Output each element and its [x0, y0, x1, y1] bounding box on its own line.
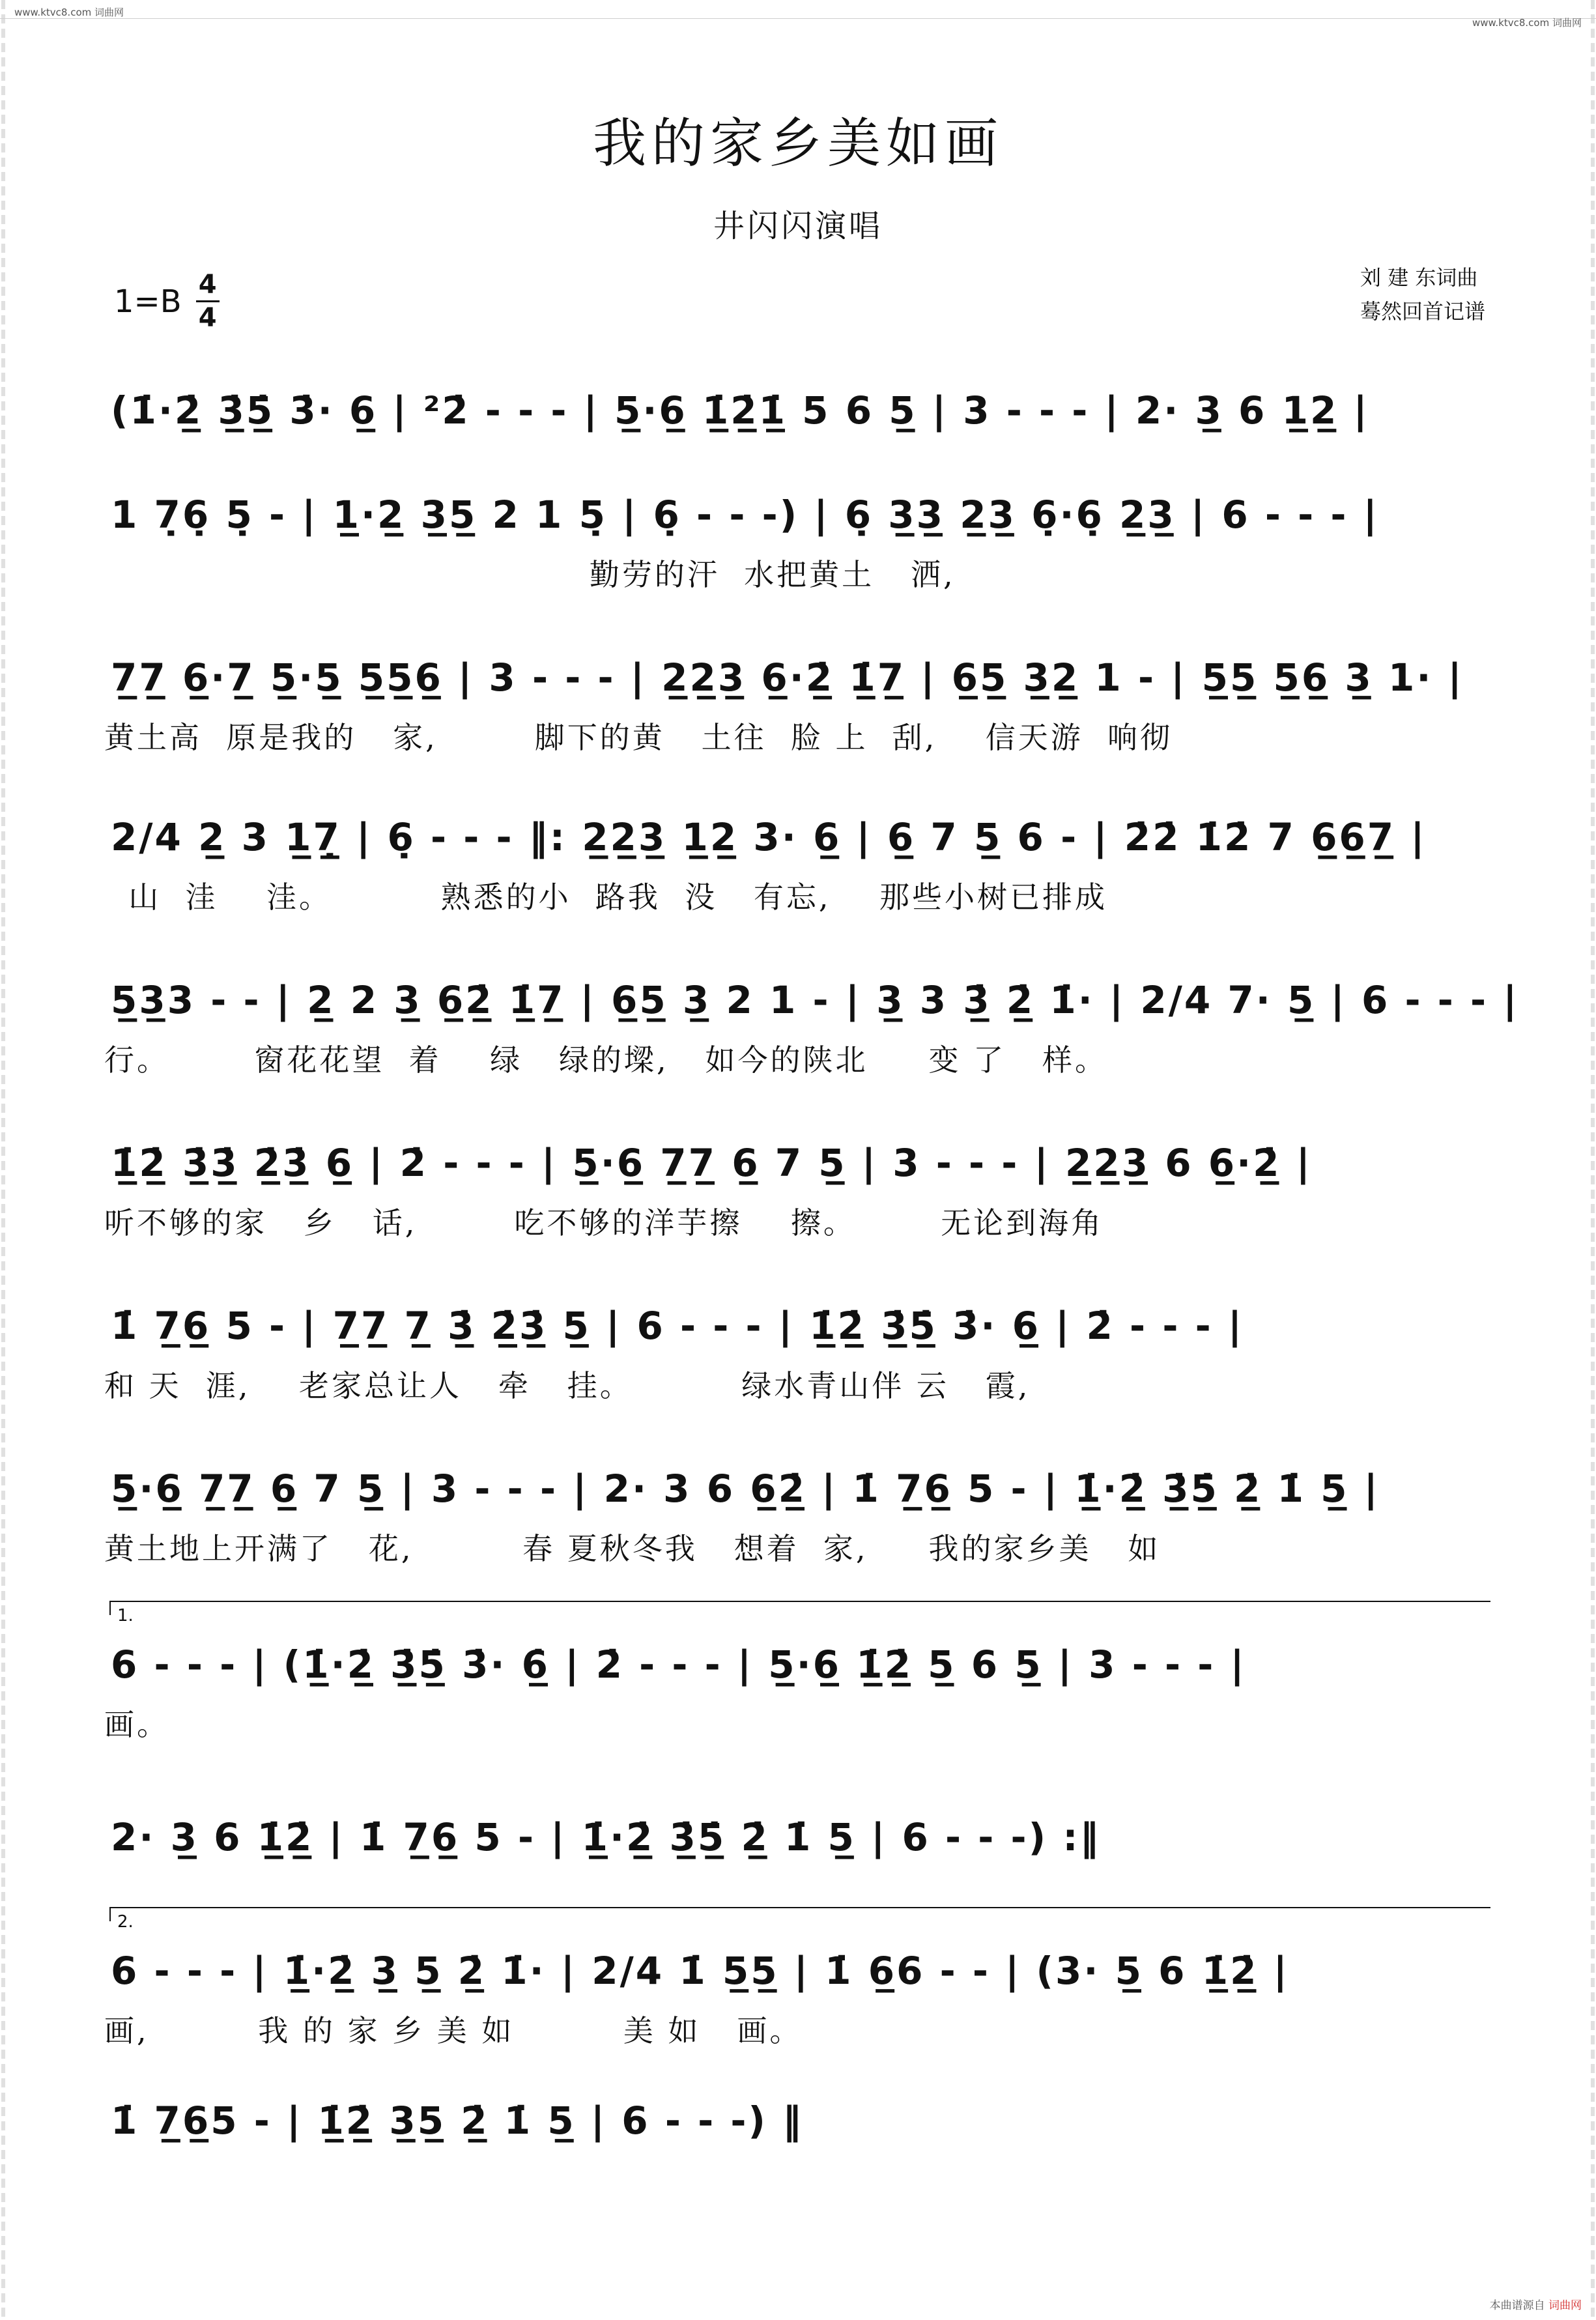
notation-line: 2· 3̲ 6 1̲̇2̲̇ | 1̇ 7̲6̲ 5 - | 1̲̇·2̲̇ 3̲̇5̲̇ 2̲̇ 1̇ 5̲ | 6 - - -) :‖ [111, 1815, 1101, 1859]
notation-line: 1 7̣6̣ 5̣ - | 1̲·2̲ 3̲5̲ 2 1 5̣ | 6̣ - - -) | 6̣ 3̲3̲ 2̲3̲ 6̣·6̣ 2̲3̲ | 6 - - - | [111, 493, 1379, 537]
left-margin-strip [1, 0, 5, 2320]
lyric-line: 山 洼 洼。 熟悉的小 路我 没 有忘, 那些小树已排成 [104, 880, 1108, 915]
key-label: 1=B [114, 283, 182, 320]
watermark-site-name: 词曲网 [1548, 2299, 1582, 2312]
notation-line: 1̲̇2̲̇ 3̲̇3̲̇ 2̲̇3̲̇ 6̲ | 2̇ - - - | 5̲·6̲ 7̲7̲ 6̲ 7 5̲ | 3 - - - | 2̲2̲3̲ 6 6̲·2̲̇ | [111, 1141, 1312, 1185]
time-signature [196, 270, 220, 332]
lyric-line: 黄土地上开满了 花, 春 夏秋冬我 想着 家, 我的家乡美 如 [104, 1531, 1161, 1566]
watermark-top-left: www.ktvc8.com 词曲网 [14, 7, 124, 18]
lyric-line: 勤劳的汗 水把黄土 洒, [104, 557, 956, 592]
notation-line: 6 - - - | 1̲̇·2̲̇ 3̲ 5̲ 2̲̇ 1̇· | 2/4 1̇ 5̲5̲ | 1̇ 6̲6 - - | (3· 5̲ 6 1̲̇2̲̇ | [111, 1949, 1289, 1993]
lyric-line [104, 451, 1492, 490]
notation-line: 5̲·6̲ 7̲7̲ 6̲ 7 5̲ | 3 - - - | 2· 3 6 6̲2̲̇ | 1̇ 7̲6̲ 5 - | 1̲̇·2̲̇ 3̲̇5̲̇ 2̲̇ 1̇ 5̲ | [111, 1467, 1380, 1511]
watermark-source-text: 本曲谱源自 [1489, 2299, 1545, 2312]
lyric-line: 和 天 涯, 老家总让人 牵 挂。 绿水青山伴 云 霞, [104, 1368, 1031, 1403]
volta-number: 1. [117, 1606, 134, 1625]
credits [1360, 261, 1485, 328]
lyric-line: 画。 [104, 1707, 169, 1742]
lyric-line: 行。 窗花花望 着 绿 绿的墚, 如今的陕北 变 了 样。 [104, 1042, 1108, 1078]
right-margin-strip [1591, 0, 1595, 2320]
notation-line: 5̲3̲3 - - | 2̲ 2 3̲ 6̲2̲̇ 1̲̇7̲ | 6̲5̲ 3̲ 2 1 - | 3̲ 3 3̲̇ 2̲̇ 1̇· | 2/4 7· 5̲ | 6 - - - | [111, 978, 1519, 1022]
transcriber-credit: 蓦然回首记谱 [1360, 299, 1485, 324]
lyric-line: 听不够的家 乡 话, 吃不够的洋芋擦 擦。 无论到海角 [104, 1205, 1104, 1240]
watermark-top-right: www.ktvc8.com 词曲网 [1472, 17, 1582, 29]
volta-bracket [109, 1601, 1490, 1625]
notation-line: 2/4 2̲ 3 1̲7̲̣ | 6̣ - - - ‖: 2̲2̲3̲ 1̲2̲ 3· 6̲ | 6̲ 7 5̲ 6 - | 2̇2̇ 1̇2̇ 7 6̲6̲7̲ | [111, 815, 1427, 859]
volta-number: 2. [117, 1912, 134, 1932]
notation-line: 1̇ 7̲6̲5 - | 1̲̇2̲̇ 3̲5̲ 2̲̇ 1̇ 5̲ | 6 - - -) ‖ [111, 2098, 804, 2143]
top-rule [0, 18, 1596, 19]
lyric-line: 黄土高 原是我的 家, 脚下的黄 土往 脸 上 刮, 信天游 响彻 [104, 720, 1173, 755]
notation-line: 6 - - - | (1̲̇·2̲̇ 3̲̇5̲̇ 3̇· 6̲̇ | 2̇ - - - | 5̲·6̲ 1̲̇2̲̇ 5̲ 6 5̲ | 3 - - - | [111, 1642, 1246, 1687]
volta-bracket [109, 1907, 1490, 1932]
lyric-line [104, 2161, 1492, 2200]
watermark-bottom-right [1490, 2296, 1582, 2312]
lyric-line: 画, 我 的 家 乡 美 如 美 如 画。 [104, 2013, 803, 2048]
time-signature-line [196, 300, 220, 302]
time-signature-bottom: 4 [198, 303, 217, 333]
lyricist-credit: 刘 建 东词曲 [1360, 265, 1478, 290]
notation-line: 1̇ 7̲6̲ 5 - | 7̲7̲ 7̲ 3̲̇ 2̲̇3̲̇ 5̲ | 6 - - - | 1̲̇2̲̇ 3̲̇5̲̇ 3̇· 6̲ | 2̇ - - - | [111, 1304, 1244, 1348]
time-signature-top: 4 [198, 270, 217, 300]
song-title: 我的家乡美如画 [592, 113, 1003, 175]
notation-line: 7̲7̲ 6̲·7̲ 5̲·5̲ 5̲5̲6̲ | 3 - - - | 2̲2̲3̲ 6̲·2̲̇ 1̲̇7̲ | 6̲5̲ 3̲2̲ 1 - | 5̲5̲ 5̲6̲ 3̲ 1· | [111, 655, 1464, 700]
singer-line: 井闪闪演唱 [713, 208, 883, 244]
notation-line: (1̇·2̲̇ 3̲̇5̲̇ 3̇· 6̲ | ²2̇ - - - | 5̲·6̲ 1̲̇2̲̇1̲̇ 5 6 5̲ | 3 - - - | 2· 3̲ 6 1̲2̲ | [111, 388, 1369, 433]
key-signature [114, 270, 220, 332]
